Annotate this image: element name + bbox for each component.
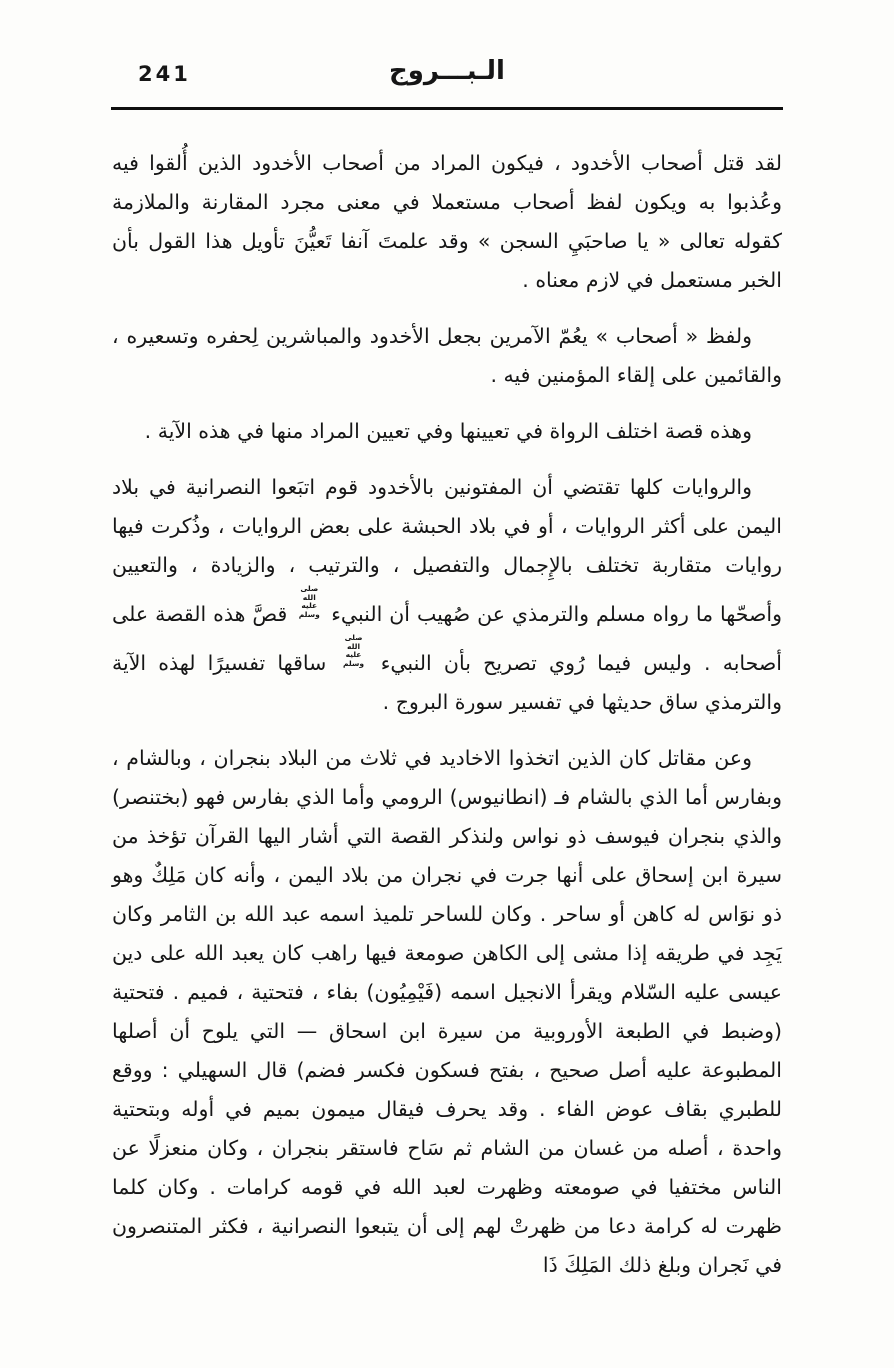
paragraph-4: والروايات كلها تقتضي أن المفتونين بالأخدود قوم اتبَعوا النصرانية في بلاد اليمن على أكثر الروايات ، أو في بلاد الحبشة على بعض الروايات ، وذُكرت فيها روايات متقاربة تختلف بالإِجمال والتفصيل ، والترتيب ، والزيادة ، والتعيين وأصحّها ما رواه مسلم والترمذي عن صُهيب أن النبيء صلى الله عليه وسلم قصَّ هذه القصة على أصحابه . وليس فيما رُوي تصريح بأن النبيء صلى الله عليه وسلم ساقها تفسيرًا لهذه الآية والترمذي ساق حديثها في تفسير سورة البروج . bbox=[112, 475, 782, 714]
paragraph-3: وهذه قصة اختلف الرواة في تعيينها وفي تعيين المراد منها في هذه الآية . bbox=[144, 419, 752, 443]
page-number: 241 bbox=[138, 62, 191, 86]
page-header bbox=[112, 54, 782, 100]
paragraph-2: ولفظ « أصحاب » يعُمّ الآمرين بجعل الأخدود والمباشرين لِحفره وتسعيره ، والقائمين على إلقاء المؤمنين فيه . bbox=[112, 324, 782, 387]
page-body bbox=[112, 144, 782, 1302]
pbuh-honorific: صلى الله عليه وسلم bbox=[343, 632, 364, 668]
page-title: الـبـــروج bbox=[389, 56, 505, 86]
paragraph-5: وعن مقاتل كان الذين اتخذوا الاخاديد في ثلاث من البلاد بنجران ، وبالشام ، وبفارس أما الذي بالشام فـ (انطانيوس) الرومي وأما الذي بفارس فهو (بختنصر) والذي بنجران فيوسف ذو نواس ولنذكر القصة التي أشار اليها القرآن تؤخذ من سيرة ابن إسحاق على أنها جرت في نجران من بلاد اليمن ، وأنه كان مَلِكٌ وهو ذو نوَاس له كاهن أو ساحر . وكان للساحر تلميذ اسمه عبد الله بن الثامر وكان يَجِد في طريقه إذا مشى إلى الكاهن صومعة فيها راهب كان يعبد الله على دين عيسى عليه السّلام ويقرأ الانجيل اسمه (فَيْمِيُون) بفاء ، فتحتية ، فميم . فتحتية (وضبط في الطبعة الأوروبية من سيرة ابن اسحاق — التي يلوح أن أصلها المطبوعة عليه أصل صحيح ، بفتح فسكون فكسر فضم) قال السهيلي : ووقع للطبري بقاف عوض الفاء . وقد يحرف فيقال ميمون بميم في أوله وبتحتية واحدة ، أصله من غسان من الشام ثم سَاح فاستقر بنجران ، وكان منعزلًا عن الناس مختفيا في صومعته وظهرت لعبد الله في قومه كرامات . وكان كلما ظهرت له كرامة دعا من ظهرتْ لهم إلى أن يتبعوا النصرانية ، فكثر المتنصرون في نَجران وبلغ ذلك المَلِكَ ذَا bbox=[112, 745, 782, 1277]
pbuh-honorific: صلى الله عليه وسلم bbox=[298, 584, 320, 619]
paragraph-1: لقد قتل أصحاب الأخدود ، فيكون المراد من أصحاب الأخدود الذين أُلقوا فيه وعُذبوا به ويكون لفظ أصحاب مستعملا في معنى مجرد المقارنة والملازمة كقوله تعالى « يا صاحبَيِ السجن » وقد علمتَ آنفا تَعيُّنَ تأويل هذا القول بأن الخبر مستعمل في لازم معناه . bbox=[112, 151, 782, 292]
header-rule bbox=[111, 107, 783, 110]
